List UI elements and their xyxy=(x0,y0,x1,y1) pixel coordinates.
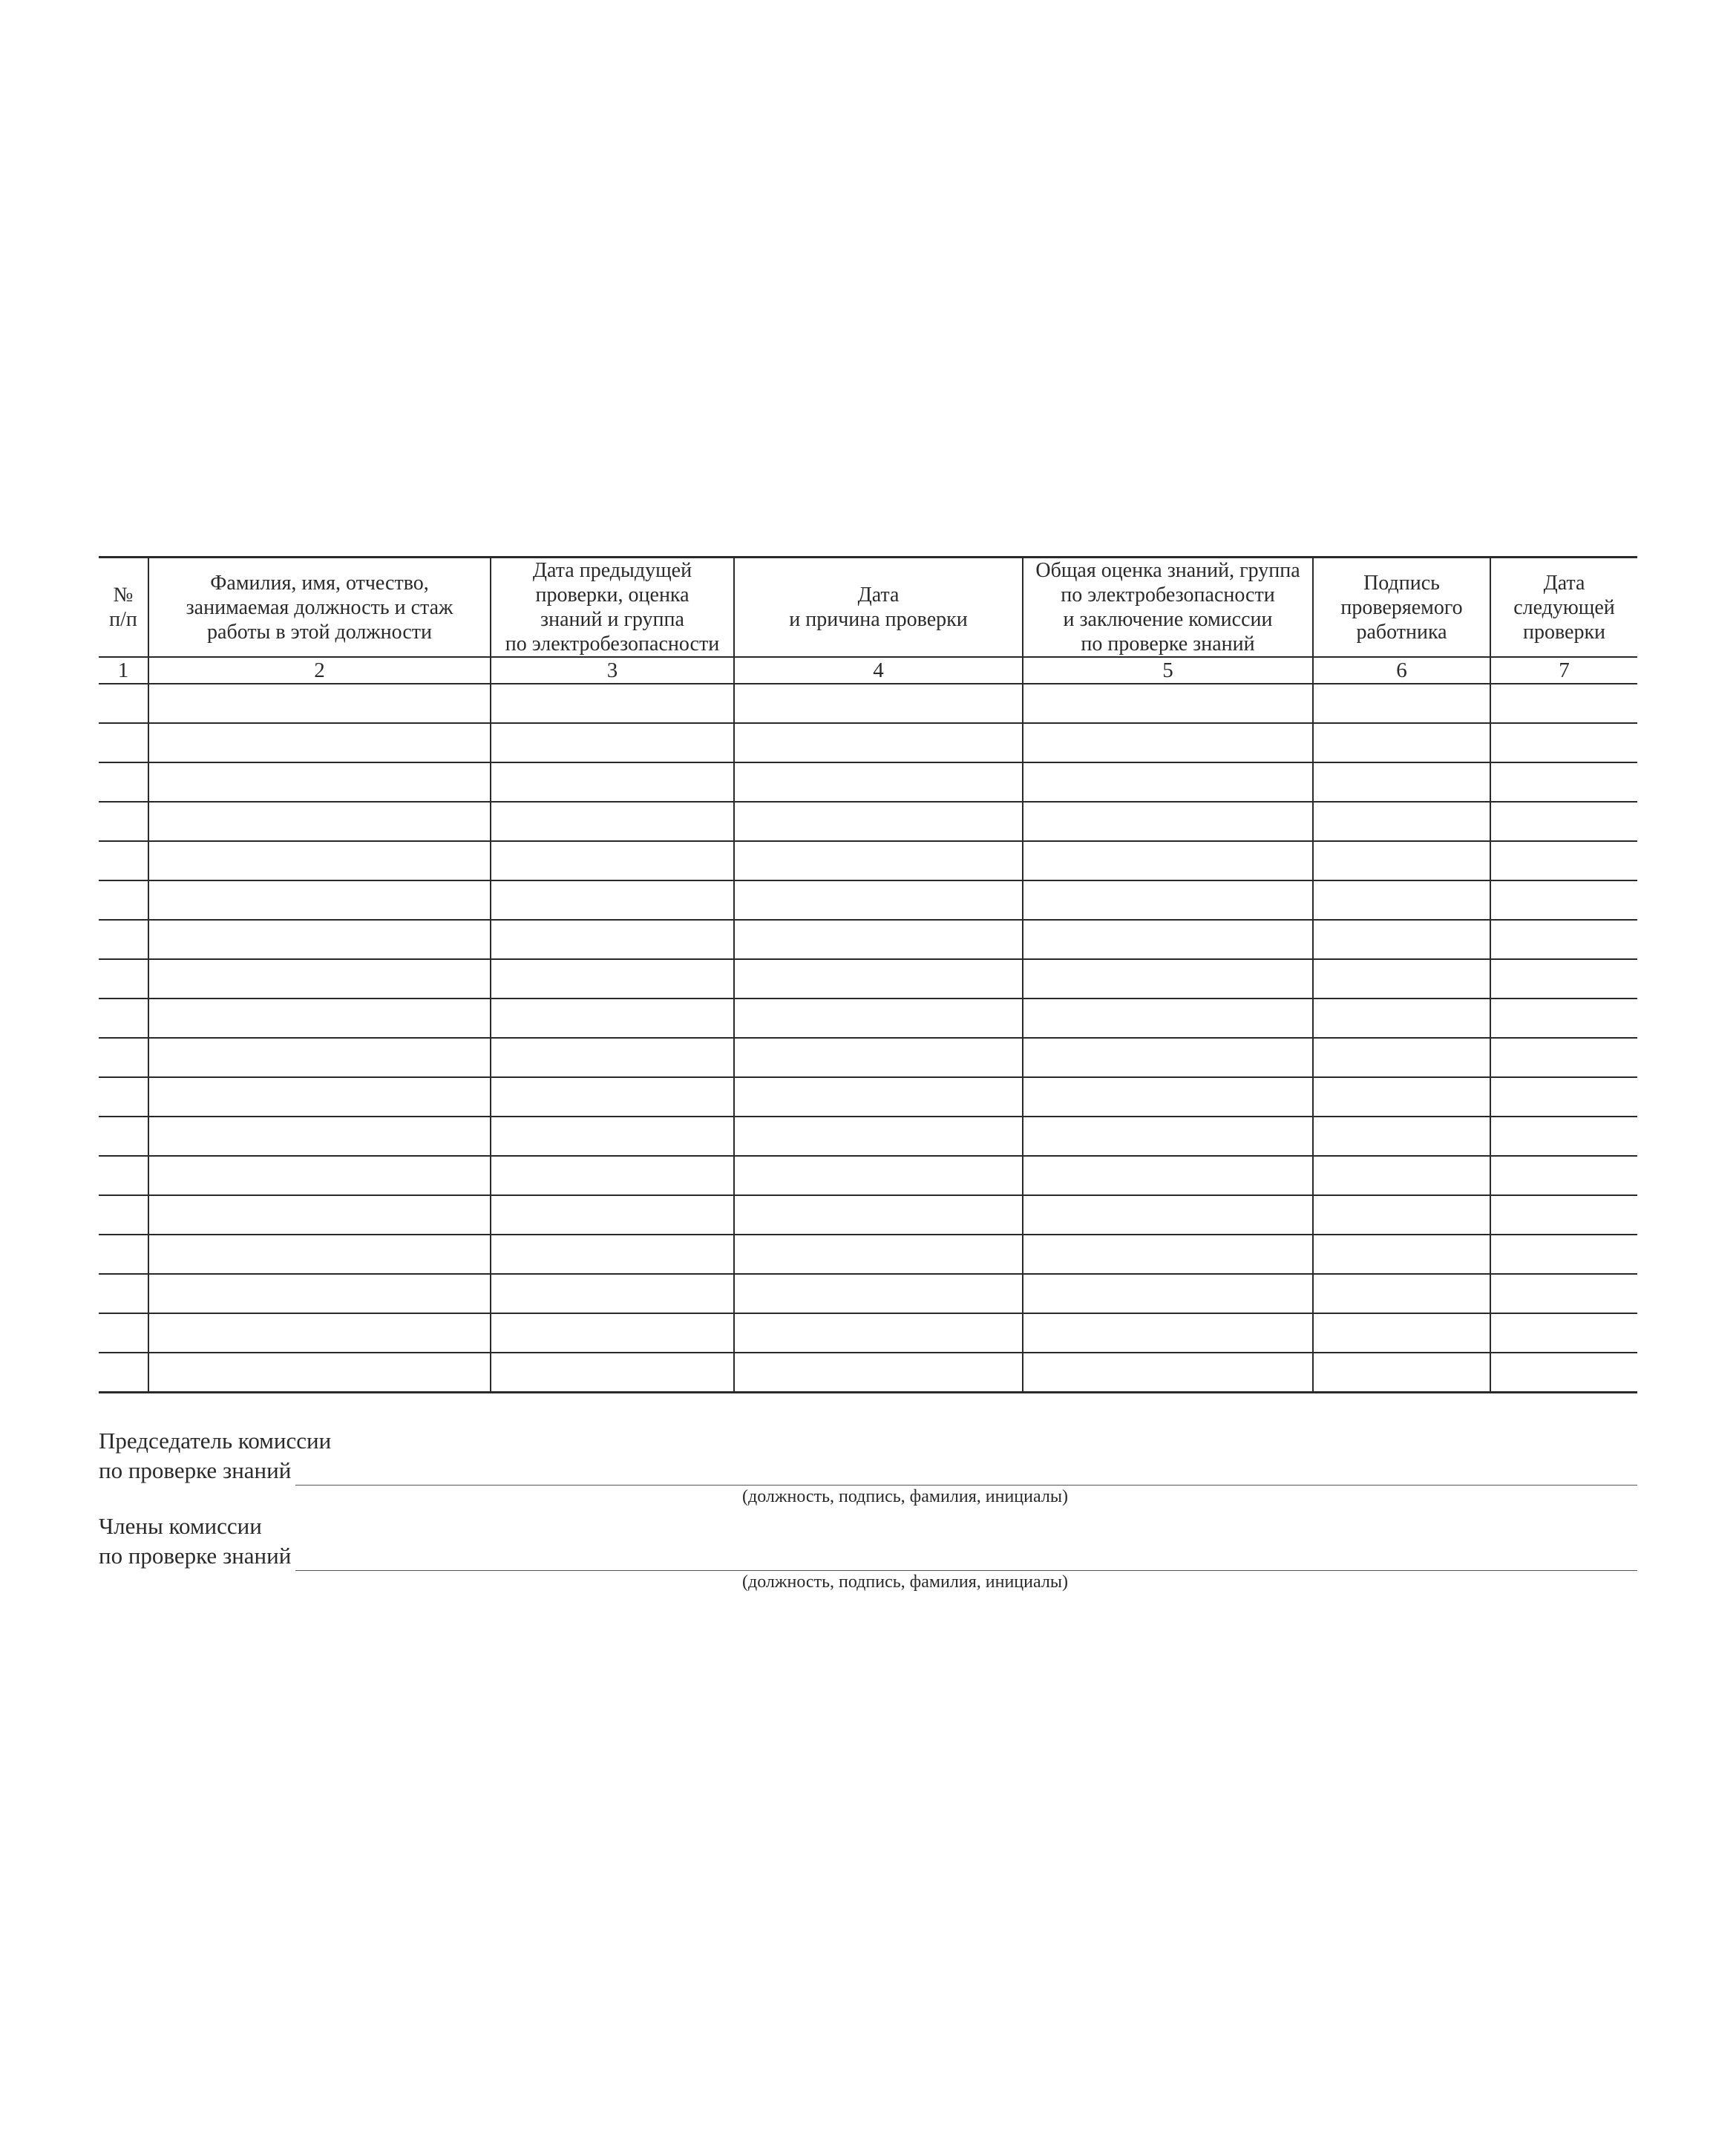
table-cell[interactable] xyxy=(1313,1235,1490,1274)
table-cell[interactable] xyxy=(148,1353,491,1393)
table-cell[interactable] xyxy=(1313,1117,1490,1156)
table-cell[interactable] xyxy=(148,802,491,841)
table-cell[interactable] xyxy=(734,1156,1023,1195)
table-cell[interactable] xyxy=(734,920,1023,959)
table-cell[interactable] xyxy=(1490,1235,1637,1274)
table-cell[interactable] xyxy=(1313,841,1490,880)
table-cell[interactable] xyxy=(99,1117,148,1156)
table-row xyxy=(99,802,1637,841)
table-row xyxy=(99,1313,1637,1353)
table-row xyxy=(99,1038,1637,1077)
table-cell[interactable] xyxy=(491,684,734,723)
table-cell[interactable] xyxy=(148,959,491,999)
table-cell[interactable] xyxy=(99,1353,148,1393)
table-cell[interactable] xyxy=(1023,723,1313,762)
column-number: 1 xyxy=(99,657,148,684)
chairman-signature-block xyxy=(99,1426,1637,1508)
table-row xyxy=(99,880,1637,920)
table-cell[interactable] xyxy=(1490,1156,1637,1195)
column-header-assessment: Общая оценка знаний, группа по электробезопасности и заключение комиссии по проверке знаний xyxy=(1023,558,1313,658)
table-cell[interactable] xyxy=(1023,1235,1313,1274)
table-cell[interactable] xyxy=(1023,1313,1313,1353)
table-cell[interactable] xyxy=(1023,1077,1313,1117)
table-cell[interactable] xyxy=(491,999,734,1038)
chairman-line-prefix: по проверке знаний xyxy=(99,1457,292,1483)
table-cell[interactable] xyxy=(148,1156,491,1195)
table-cell[interactable] xyxy=(491,880,734,920)
table-cell[interactable] xyxy=(734,1195,1023,1235)
table-cell[interactable] xyxy=(99,1038,148,1077)
table-cell[interactable] xyxy=(1490,802,1637,841)
table-cell[interactable] xyxy=(734,723,1023,762)
table-body xyxy=(99,684,1637,1393)
table-cell[interactable] xyxy=(1490,920,1637,959)
table-cell[interactable] xyxy=(99,1156,148,1195)
table-cell[interactable] xyxy=(491,762,734,802)
table-row xyxy=(99,1156,1637,1195)
table-cell[interactable] xyxy=(491,1235,734,1274)
table-cell[interactable] xyxy=(491,1274,734,1313)
table-cell[interactable] xyxy=(99,684,148,723)
column-header-signature: Подпись проверяемого работника xyxy=(1313,558,1490,658)
table-cell[interactable] xyxy=(1023,1274,1313,1313)
column-number: 3 xyxy=(491,657,734,684)
table-cell[interactable] xyxy=(1490,1038,1637,1077)
table-cell[interactable] xyxy=(99,723,148,762)
table-cell[interactable] xyxy=(1313,1038,1490,1077)
table-cell[interactable] xyxy=(1023,1353,1313,1393)
column-number: 4 xyxy=(734,657,1023,684)
table-cell[interactable] xyxy=(99,920,148,959)
members-signature-line[interactable] xyxy=(295,1546,1637,1571)
table-cell[interactable] xyxy=(734,762,1023,802)
table-cell[interactable] xyxy=(1313,762,1490,802)
table-cell[interactable] xyxy=(491,841,734,880)
column-number: 7 xyxy=(1490,657,1637,684)
table-cell[interactable] xyxy=(99,841,148,880)
table-cell[interactable] xyxy=(99,1274,148,1313)
table-cell[interactable] xyxy=(1313,1313,1490,1353)
table-cell[interactable] xyxy=(1023,959,1313,999)
table-cell[interactable] xyxy=(1023,920,1313,959)
table-cell[interactable] xyxy=(99,999,148,1038)
chairman-signature-caption: (должность, подпись, фамилия, инициалы) xyxy=(742,1487,1068,1506)
table-cell[interactable] xyxy=(148,1313,491,1353)
table-cell[interactable] xyxy=(1313,1195,1490,1235)
table-cell[interactable] xyxy=(1023,1117,1313,1156)
table-cell[interactable] xyxy=(99,1077,148,1117)
table-row xyxy=(99,999,1637,1038)
table-cell[interactable] xyxy=(491,959,734,999)
table-cell[interactable] xyxy=(1313,1156,1490,1195)
table-cell[interactable] xyxy=(491,1117,734,1156)
table-cell[interactable] xyxy=(491,1077,734,1117)
table-cell[interactable] xyxy=(1023,1156,1313,1195)
table-cell[interactable] xyxy=(491,1195,734,1235)
table-cell[interactable] xyxy=(734,684,1023,723)
table-cell[interactable] xyxy=(1023,1038,1313,1077)
table-cell[interactable] xyxy=(99,880,148,920)
table-cell[interactable] xyxy=(99,1195,148,1235)
table-cell[interactable] xyxy=(734,841,1023,880)
table-row xyxy=(99,1235,1637,1274)
table-cell[interactable] xyxy=(1490,1077,1637,1117)
table-row xyxy=(99,1274,1637,1313)
table-row xyxy=(99,1077,1637,1117)
table-cell[interactable] xyxy=(734,802,1023,841)
chairman-title: Председатель комиссии xyxy=(99,1428,332,1454)
table-row xyxy=(99,841,1637,880)
column-header-previous-check: Дата предыдущей проверки, оценка знаний и группа по электробезопасности xyxy=(491,558,734,658)
table-cell[interactable] xyxy=(1023,1195,1313,1235)
table-cell[interactable] xyxy=(148,723,491,762)
table-cell[interactable] xyxy=(1490,999,1637,1038)
table-cell[interactable] xyxy=(1313,1077,1490,1117)
table-cell[interactable] xyxy=(1490,959,1637,999)
table-cell[interactable] xyxy=(1313,1353,1490,1393)
header-row xyxy=(99,558,1637,658)
table-row xyxy=(99,920,1637,959)
table-row xyxy=(99,959,1637,999)
members-line-prefix: по проверке знаний xyxy=(99,1543,292,1569)
table-cell[interactable] xyxy=(99,802,148,841)
table-row xyxy=(99,1117,1637,1156)
table-cell[interactable] xyxy=(1023,999,1313,1038)
column-number: 5 xyxy=(1023,657,1313,684)
table-cell[interactable] xyxy=(491,1313,734,1353)
table-cell[interactable] xyxy=(1313,1274,1490,1313)
table-cell[interactable] xyxy=(99,1313,148,1353)
table-cell[interactable] xyxy=(491,920,734,959)
column-header-check-date-reason: Дата и причина проверки xyxy=(734,558,1023,658)
chairman-signature-line[interactable] xyxy=(295,1461,1637,1486)
table-cell[interactable] xyxy=(734,1353,1023,1393)
table-cell[interactable] xyxy=(148,684,491,723)
table-cell[interactable] xyxy=(148,1038,491,1077)
table-cell[interactable] xyxy=(491,723,734,762)
table-cell[interactable] xyxy=(1490,880,1637,920)
table-cell[interactable] xyxy=(1490,762,1637,802)
table-cell[interactable] xyxy=(148,920,491,959)
members-signature-caption: (должность, подпись, фамилия, инициалы) xyxy=(742,1572,1068,1592)
table-cell[interactable] xyxy=(1023,684,1313,723)
table-cell[interactable] xyxy=(1313,880,1490,920)
table-cell[interactable] xyxy=(1490,1274,1637,1313)
table-cell[interactable] xyxy=(1023,802,1313,841)
table-cell[interactable] xyxy=(1490,1313,1637,1353)
table-cell[interactable] xyxy=(734,1038,1023,1077)
table-cell[interactable] xyxy=(491,802,734,841)
table-cell[interactable] xyxy=(99,1235,148,1274)
column-number-row xyxy=(99,657,1637,684)
table-cell[interactable] xyxy=(1023,841,1313,880)
members-line-row xyxy=(99,1541,1637,1571)
chairman-line-row xyxy=(99,1456,1637,1486)
table-cell[interactable] xyxy=(734,880,1023,920)
table-cell[interactable] xyxy=(1313,723,1490,762)
members-signature-block xyxy=(99,1511,1637,1593)
table-cell[interactable] xyxy=(734,999,1023,1038)
table-cell[interactable] xyxy=(99,959,148,999)
table-cell[interactable] xyxy=(99,762,148,802)
table-cell[interactable] xyxy=(148,880,491,920)
table-row xyxy=(99,1195,1637,1235)
table-cell[interactable] xyxy=(148,1195,491,1235)
table-cell[interactable] xyxy=(491,1156,734,1195)
table-cell[interactable] xyxy=(734,959,1023,999)
table-cell[interactable] xyxy=(1490,1353,1637,1393)
table-cell[interactable] xyxy=(1023,880,1313,920)
table-row xyxy=(99,762,1637,802)
table-cell[interactable] xyxy=(1490,1117,1637,1156)
table-row xyxy=(99,1353,1637,1393)
column-header-next-check: Дата следующей проверки xyxy=(1490,558,1637,658)
table-cell[interactable] xyxy=(734,1313,1023,1353)
table-cell[interactable] xyxy=(734,1274,1023,1313)
column-number: 2 xyxy=(148,657,491,684)
table-cell[interactable] xyxy=(1313,684,1490,723)
table-cell[interactable] xyxy=(148,1077,491,1117)
table-cell[interactable] xyxy=(148,1274,491,1313)
table-row xyxy=(99,684,1637,723)
table-cell[interactable] xyxy=(1313,920,1490,959)
column-number: 6 xyxy=(1313,657,1490,684)
table-cell[interactable] xyxy=(1023,762,1313,802)
table-cell[interactable] xyxy=(148,841,491,880)
column-header-employee: Фамилия, имя, отчество, занимаемая должность и стаж работы в этой должности xyxy=(148,558,491,658)
table-cell[interactable] xyxy=(1490,841,1637,880)
table-cell[interactable] xyxy=(1490,723,1637,762)
table-cell[interactable] xyxy=(734,1117,1023,1156)
table-cell[interactable] xyxy=(1490,1195,1637,1235)
knowledge-check-journal-table xyxy=(99,556,1637,1393)
table-cell[interactable] xyxy=(148,762,491,802)
table-cell[interactable] xyxy=(1313,802,1490,841)
table-cell[interactable] xyxy=(491,1038,734,1077)
column-header-number: № п/п xyxy=(99,558,148,658)
table-cell[interactable] xyxy=(734,1077,1023,1117)
table-cell[interactable] xyxy=(1313,999,1490,1038)
table-cell[interactable] xyxy=(734,1235,1023,1274)
table-cell[interactable] xyxy=(1313,959,1490,999)
table-row xyxy=(99,723,1637,762)
table-cell[interactable] xyxy=(148,999,491,1038)
table-cell[interactable] xyxy=(148,1117,491,1156)
table-cell[interactable] xyxy=(148,1235,491,1274)
members-title: Члены комиссии xyxy=(99,1513,262,1539)
table-cell[interactable] xyxy=(491,1353,734,1393)
table-cell[interactable] xyxy=(1490,684,1637,723)
